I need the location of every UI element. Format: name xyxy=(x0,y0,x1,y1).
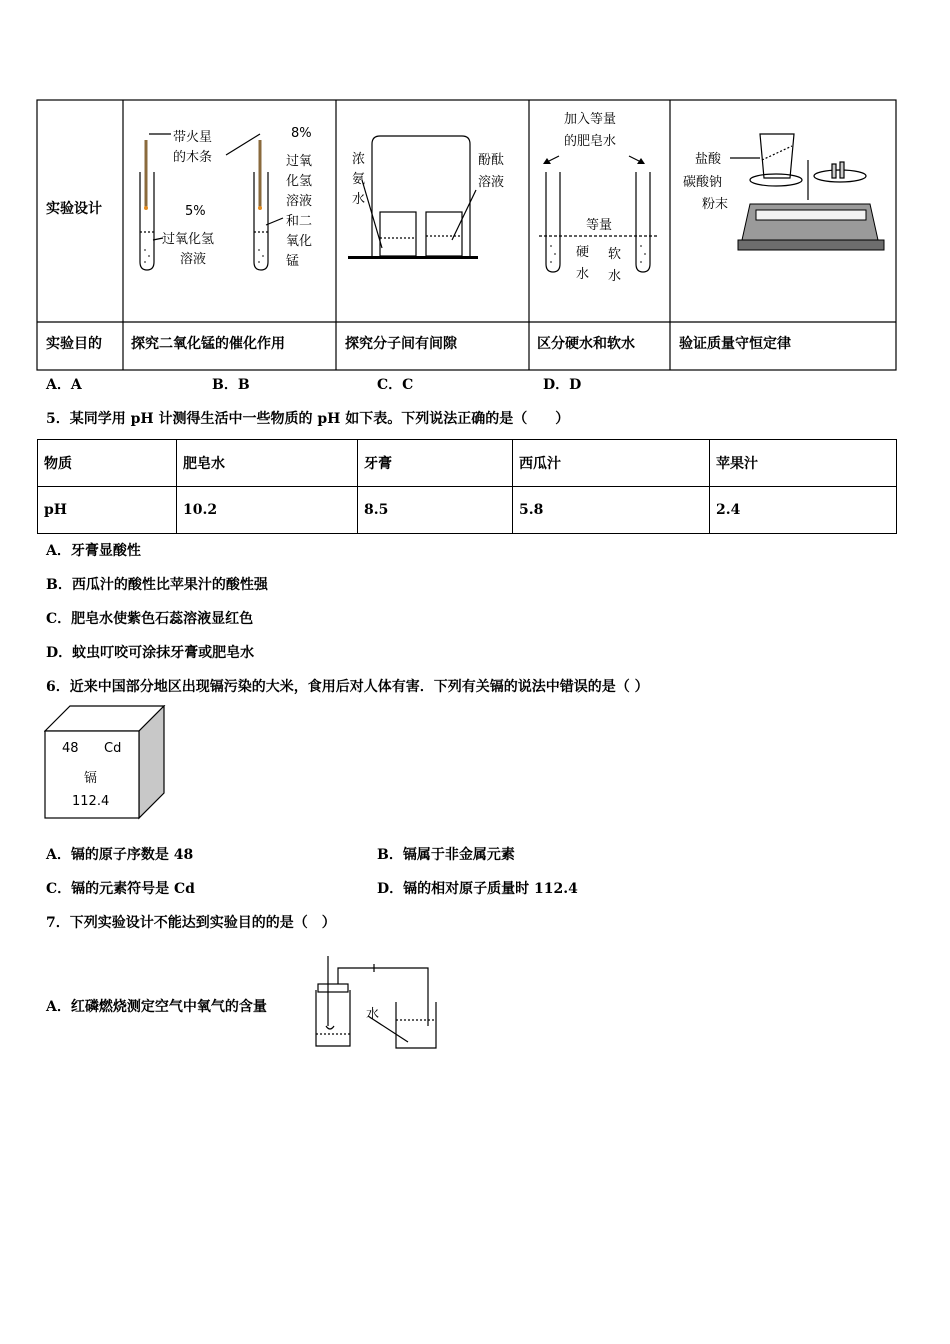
q7-option-a: A．红磷燃烧测定空气中氧气的含量 xyxy=(46,999,267,1015)
hard-water-2: 水 xyxy=(576,267,590,282)
q7-stem: 7．下列实验设计不能达到实验目的的是（ ） xyxy=(46,915,336,931)
left-solution-2: 溶液 xyxy=(180,252,207,267)
splint-label-1: 带火星 xyxy=(173,130,213,145)
purpose-1: 探究二氧化锰的催化作用 xyxy=(131,336,285,352)
right-solution-4: 和二 xyxy=(286,214,313,229)
right-solution-5: 氧化 xyxy=(286,234,313,249)
q5-stem: 5．某同学用 pH 计测得生活中一些物质的 pH 如下表。下列说法正确的是（ ） xyxy=(46,411,570,427)
purpose-2: 探究分子间有间隙 xyxy=(345,336,457,352)
q6-option-d: D．镉的相对原子质量时 112.4 xyxy=(377,881,578,897)
hard-water-1: 硬 xyxy=(576,245,590,260)
water-label: 水 xyxy=(366,1007,380,1022)
q6-option-b: B．镉属于非金属元素 xyxy=(377,847,515,863)
bell-jar-drawing xyxy=(336,100,529,322)
phenol-label-2: 溶液 xyxy=(478,175,505,190)
value-cell: 2.4 xyxy=(710,487,897,534)
header-cell: 肥皂水 xyxy=(177,440,358,487)
q4-option-d: D．D xyxy=(543,377,582,393)
q6-option-a: A．镉的原子序数是 48 xyxy=(46,847,194,863)
right-solution-2: 化氢 xyxy=(286,174,313,189)
right-solution-6: 锰 xyxy=(286,254,300,269)
pct-right: 8% xyxy=(291,126,312,141)
ph-table xyxy=(37,439,897,534)
q4-option-c: C．C xyxy=(377,377,414,393)
pct-left: 5% xyxy=(185,204,206,219)
q6-option-c: C．镉的元素符号是 Cd xyxy=(46,881,195,897)
ammonia-label-3: 水 xyxy=(352,192,366,207)
header-cell: 牙膏 xyxy=(358,440,513,487)
purpose-4: 验证质量守恒定律 xyxy=(679,336,791,352)
soap-label-2: 的肥皂水 xyxy=(564,134,617,149)
value-cell: 10.2 xyxy=(177,487,358,534)
phenol-label-1: 酚酞 xyxy=(478,153,505,168)
q6-stem: 6．近来中国部分地区出现镉污染的大米，食用后对人体有害．下列有关镉的说法中错误的是（ ） xyxy=(46,679,649,695)
q4-option-a: A．A xyxy=(46,377,82,393)
purpose-3: 区分硬水和软水 xyxy=(537,336,635,352)
row-label-purpose: 实验目的 xyxy=(46,336,102,352)
value-cell: pH xyxy=(38,487,177,534)
q5-option-b: B．西瓜汁的酸性比苹果汁的酸性强 xyxy=(46,577,268,593)
q5-option-d: D．蚊虫叮咬可涂抹牙膏或肥皂水 xyxy=(46,645,255,661)
q4-option-b: B．B xyxy=(212,377,250,393)
q5-option-a: A．牙膏显酸性 xyxy=(46,543,141,559)
soft-water-1: 软 xyxy=(608,247,622,262)
balance-label-3: 粉末 xyxy=(702,197,729,212)
equal-label: 等量 xyxy=(586,218,613,233)
ph-table-header-row xyxy=(38,440,897,487)
value-cell: 5.8 xyxy=(513,487,710,534)
right-solution-1: 过氧 xyxy=(286,154,313,169)
atomic-number: 48 xyxy=(62,741,79,756)
soft-water-2: 水 xyxy=(608,269,622,284)
header-cell: 物质 xyxy=(38,440,177,487)
element-name: 镉 xyxy=(84,771,98,786)
value-cell: 8.5 xyxy=(358,487,513,534)
phosphorus-apparatus-drawing xyxy=(308,946,440,1052)
right-solution-3: 溶液 xyxy=(286,194,313,209)
left-solution-1: 过氧化氢 xyxy=(162,232,215,247)
element-symbol: Cd xyxy=(104,741,122,756)
splint-label-2: 的木条 xyxy=(173,150,213,165)
ammonia-label-1: 浓 xyxy=(352,152,366,167)
q5-option-c: C．肥皂水使紫色石蕊溶液显红色 xyxy=(46,611,254,627)
ph-table-value-row xyxy=(38,487,897,534)
atomic-mass: 112.4 xyxy=(72,794,110,809)
soap-label-1: 加入等量 xyxy=(564,112,617,127)
balance-label-1: 盐酸 xyxy=(695,152,722,167)
row-label-design: 实验设计 xyxy=(46,201,102,217)
header-cell: 西瓜汁 xyxy=(513,440,710,487)
balance-label-2: 碳酸钠 xyxy=(683,175,723,190)
header-cell: 苹果汁 xyxy=(710,440,897,487)
ammonia-label-2: 氨 xyxy=(352,172,366,187)
